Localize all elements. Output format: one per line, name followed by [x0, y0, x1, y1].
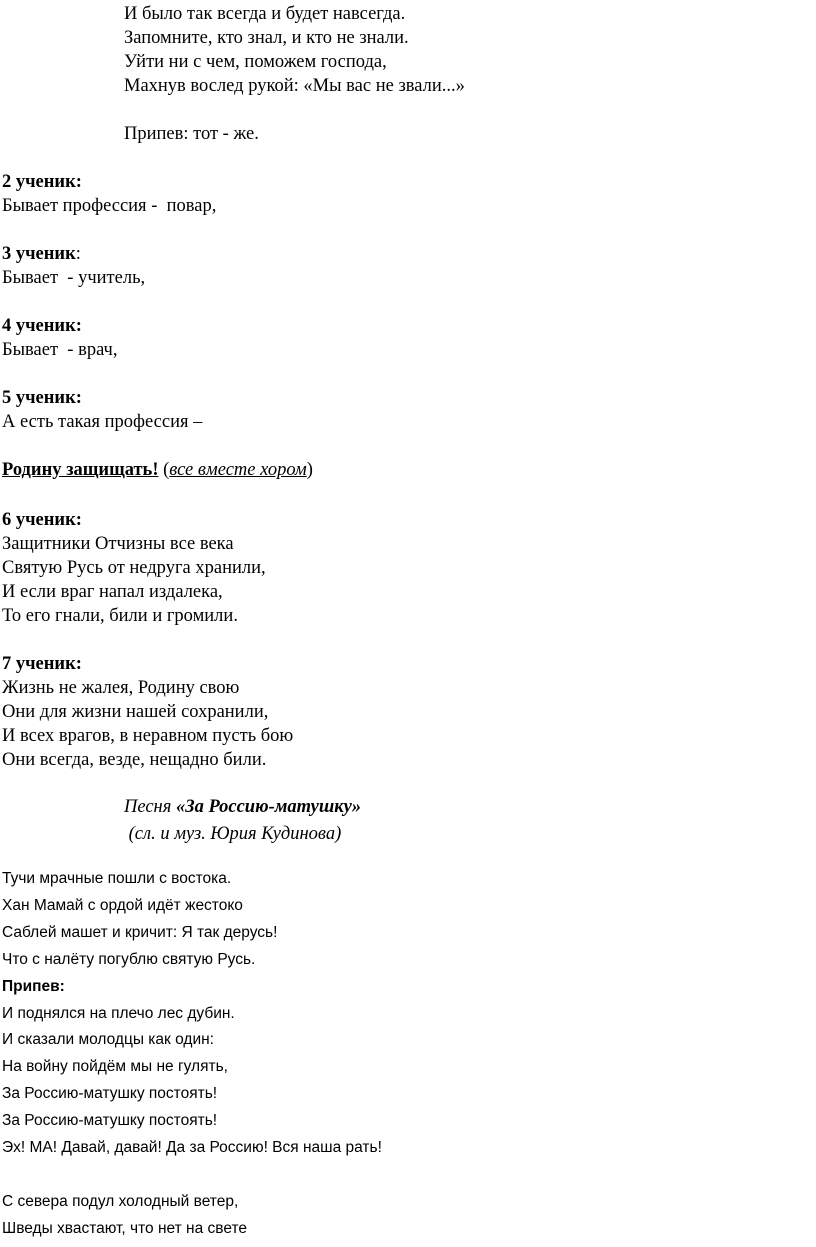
- lyrics-line: С севера подул холодный ветер,: [2, 1192, 239, 1210]
- speaker-label-row: [2, 242, 145, 266]
- speaker-line: А есть такая профессия –: [2, 412, 203, 432]
- verse-line: Запомните, кто знал, и кто не знали.: [124, 28, 409, 48]
- student-6-block: [2, 508, 266, 628]
- lyrics-line: [2, 1162, 382, 1189]
- chorus-row: [2, 458, 313, 482]
- lyrics-line: За Россию-матушку постоять!: [2, 1112, 218, 1130]
- student-5-block: [2, 386, 202, 434]
- speaker-line: Бывает - учитель,: [2, 268, 146, 288]
- student-7-block: [2, 652, 293, 772]
- chorus-italic: все вместе хором: [169, 460, 307, 480]
- chorus-bold: Родину защищать!: [2, 460, 159, 480]
- lyrics-line: Саблей машет и кричит: Я так дерусь!: [2, 923, 278, 941]
- song-title-row: [124, 794, 361, 821]
- verse-line: Махнув вослед рукой: «Мы вас не звали...»: [124, 76, 465, 96]
- speaker-label: 5 ученик:: [2, 388, 82, 408]
- verse-line: И было так всегда и будет навсегда.: [124, 4, 406, 24]
- song-prefix: Песня: [124, 797, 176, 817]
- speaker-line: И если враг напал издалека,: [2, 582, 223, 602]
- chorus-line: [2, 458, 313, 482]
- speaker-label: 7 ученик:: [2, 654, 82, 674]
- verse-line: Уйти ни с чем, поможем господа,: [124, 52, 387, 72]
- intro-verse: [124, 2, 465, 146]
- lyrics-line: На войну пойдём мы не гулять,: [2, 1058, 228, 1076]
- speaker-label: 6 ученик:: [2, 510, 82, 530]
- speaker-label: 4 ученик:: [2, 316, 82, 336]
- speaker-label-colon: :: [75, 244, 81, 264]
- speaker-line: Святую Русь от недруга хранили,: [2, 558, 266, 578]
- speaker-line: И всех врагов, в неравном пусть бою: [2, 726, 294, 746]
- lyrics-refrain-label: Припев:: [2, 977, 65, 995]
- student-3-block: [2, 242, 145, 290]
- song-heading: [124, 794, 361, 848]
- student-4-block: [2, 314, 117, 362]
- speaker-line: Они для жизни нашей сохранили,: [2, 702, 269, 722]
- lyrics-line: И сказали молодцы как один:: [2, 1031, 214, 1049]
- chorus-open-paren: (: [158, 460, 170, 480]
- song-lyrics: [2, 866, 382, 1243]
- spacer: [124, 98, 465, 122]
- speaker-line: Они всегда, везде, нещадно били.: [2, 750, 267, 770]
- lyrics-line: И поднялся на плечо лес дубин.: [2, 1004, 235, 1022]
- chorus-close-paren: ): [306, 460, 313, 480]
- lyrics-line: За Россию-матушку постоять!: [2, 1085, 218, 1103]
- lyrics-line: Эх! МА! Давай, давай! Да за Россию! Вся наша рать!: [2, 1139, 382, 1157]
- lyrics-line: Хан Мамай с ордой идёт жестоко: [2, 896, 243, 914]
- speaker-line: Защитники Отчизны все века: [2, 534, 234, 554]
- lyrics-line: Шведы хвастают, что нет на свете: [2, 1219, 247, 1237]
- speaker-line: То его гнали, били и громили.: [2, 606, 238, 626]
- student-2-block: [2, 170, 216, 218]
- speaker-label: 2 ученик:: [2, 172, 82, 192]
- song-title: «За Россию-матушку»: [175, 797, 362, 817]
- lyrics-line: Тучи мрачные пошли с востока.: [2, 870, 232, 887]
- refrain-note: Припев: тот - же.: [124, 124, 259, 144]
- lyrics-line: Что с налёту погублю святую Русь.: [2, 950, 256, 968]
- speaker-line: Бывает профессия - повар,: [2, 196, 217, 216]
- song-credits: (сл. и муз. Юрия Кудинова): [124, 824, 342, 844]
- speaker-line: Жизнь не жалея, Родину свою: [2, 678, 240, 698]
- speaker-label: 3 ученик: [2, 244, 76, 264]
- speaker-line: Бывает - врач,: [2, 340, 118, 360]
